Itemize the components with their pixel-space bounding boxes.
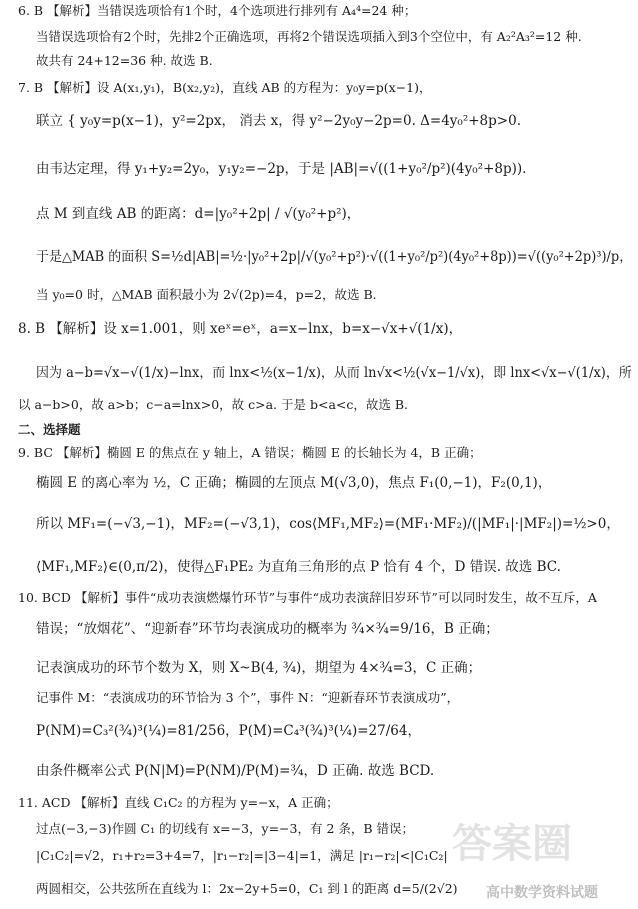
text-line: 8. B 【解析】设 x=1.001，则 xeˣ=eˣ，a=x−lnx，b=x−√x+√(1/x)， bbox=[18, 321, 463, 337]
text-line: 故共有 24+12=36 种. 故选 B. bbox=[36, 53, 213, 68]
text-line: 因为 a−b=√x−√(1/x)−lnx，而 lnx<½(x−1/x)，从而 ln√x<½(√x−1/√x)，即 lnx<√x−√(1/x)，所 bbox=[36, 365, 632, 381]
text-line: 由条件概率公式 P(N|M)=P(NM)/P(M)=¾，D 正确. 故选 BCD. bbox=[36, 763, 435, 779]
text-line: 椭圆 E 的离心率为 ½，C 正确；椭圆的左顶点 M(√3,0)，焦点 F₁(0,−1)，F₂(0,1)， bbox=[36, 475, 552, 491]
text-line: 10. BCD 【解析】事件“成功表演燃爆竹环节”与事件“成功表演辞旧岁环节”可以同时发生，故不互斥，A bbox=[18, 590, 597, 605]
text-line: 记表演成功的环节个数为 X，则 X~B(4, ¾)，期望为 4×¾=3，C 正确； bbox=[36, 660, 482, 676]
watermark-brand: 高中数学资料试题 bbox=[486, 885, 598, 901]
text-line: 联立 { y₀y=p(x−1)，y²=2px， 消去 x，得 y²−2y₀y−2p=0. Δ=4y₀²+8p>0. bbox=[36, 113, 521, 129]
text-line: 错误；“放烟花”、“迎新春”环节均表演成功的概率为 ¾×¾=9/16，B 正确； bbox=[36, 621, 499, 637]
text-line: 以 a−b>0，故 a>b；c−a=lnx>0，故 c>a. 于是 b<a<c，故选 B. bbox=[18, 397, 409, 412]
text-line: 于是△MAB 的面积 S=½d|AB|=½·|y₀²+2p|/√(y₀²+p²)·√((1+y₀²/p²)(4y₀²+8p))=√((y₀²+2p)³)/p， bbox=[36, 249, 633, 265]
text-line: 11. ACD 【解析】直线 C₁C₂ 的方程为 y=−x，A 正确； bbox=[18, 795, 339, 810]
text-line: 过点(−3,−3)作圆 C₁ 的切线有 x=−3，y=−3，有 2 条，B 错误； bbox=[36, 821, 415, 836]
text-line: 6. B 【解析】当错误选项恰有1个时，4个选项进行排列有 A₄⁴=24 种； bbox=[18, 3, 417, 18]
text-line: |C₁C₂|=√2，r₁+r₂=3+4=7，|r₁−r₂|=|3−4|=1，满足 |r₁−r₂|<|C₁C₂| bbox=[36, 848, 448, 863]
section-heading: 二、选择题 bbox=[18, 422, 81, 437]
text-line: 7. B 【解析】设 A(x₁,y₁)，B(x₂,y₂)，直线 AB 的方程为：y₀y=p(x−1)， bbox=[18, 80, 432, 95]
text-line: 记事件 M：“表演成功的环节恰为 3 个”，事件 N：“迎新春环节表演成功”， bbox=[36, 690, 460, 705]
text-line: 点 M 到直线 AB 的距离：d=|y₀²+2p| / √(y₀²+p²)， bbox=[36, 206, 361, 222]
text-line: ⟨MF₁,MF₂⟩∈(0,π/2)，使得△F₁PE₂ 为直角三角形的点 P 恰有 4 个，D 错误. 故选 BC. bbox=[36, 559, 561, 575]
text-line: P(NM)=C₃²(¾)³(¼)=81/256，P(M)=C₄³(¾)³(¼)=27/64， bbox=[36, 723, 421, 739]
text-line: 由韦达定理，得 y₁+y₂=2y₀，y₁y₂=−2p，于是 |AB|=√((1+y₀²/p²)(4y₀²+8p)). bbox=[36, 161, 527, 177]
text-line: 两圆相交，公共弦所在直线为 l：2x−2y+5=0，C₁ 到 l 的距离 d=5/(2√2) bbox=[36, 881, 458, 896]
text-line: 当 y₀=0 时，△MAB 面积最小为 2√(2p)=4，p=2，故选 B. bbox=[36, 287, 377, 302]
watermark-answer-logo: 答案圈 bbox=[452, 821, 572, 867]
text-line: 所以 MF₁=(−√3,−1)，MF₂=(−√3,1)，cos⟨MF₁,MF₂⟩=(MF₁·MF₂)/(|MF₁|·|MF₂|)=½>0， bbox=[36, 516, 620, 532]
text-line: 当错误选项恰有2个时，先排2个正确选项，再将2个错误选项插入到3个空位中，有 A₂²A₃²=12 种. bbox=[36, 29, 582, 44]
text-line: 9. BC 【解析】椭圆 E 的焦点在 y 轴上，A 错误；椭圆 E 的长轴长为 4，B 正确； bbox=[18, 445, 482, 460]
